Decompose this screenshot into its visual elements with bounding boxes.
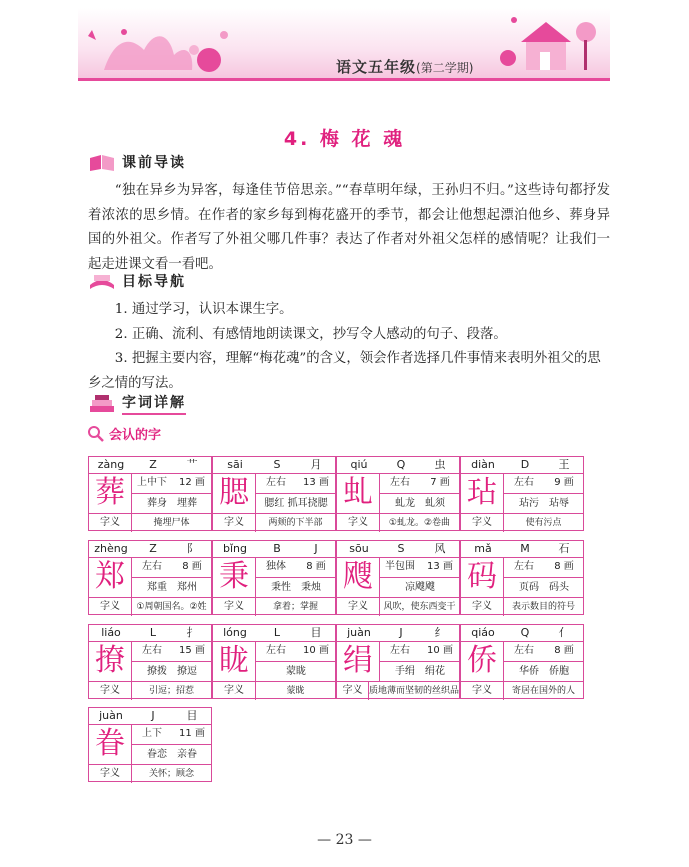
character-card — [88, 456, 212, 531]
structure-row — [504, 557, 584, 578]
meaning-row — [337, 681, 459, 700]
meaning-row — [337, 597, 459, 616]
word-examples: 秉性 秉烛 — [271, 582, 321, 593]
word-examples: 葬身 埋葬 — [147, 498, 197, 509]
character: 葬 — [89, 473, 132, 513]
meaning-row — [461, 681, 583, 700]
structure: 左右 — [266, 645, 286, 656]
words-section-header — [88, 392, 186, 415]
radical: 目 — [310, 626, 322, 639]
preview-section-header — [88, 152, 186, 172]
lesson-title: 4. 梅 花 魂 — [283, 128, 406, 150]
initial-letter: S — [273, 458, 281, 471]
structure-row — [256, 473, 336, 494]
structure-row — [132, 641, 212, 662]
pinyin: lóng — [223, 626, 247, 639]
goal-item: 1. 通过学习，认识本课生字。 — [114, 302, 293, 317]
radical: 亻 — [558, 626, 570, 639]
meaning-value: 使有污点 — [525, 518, 562, 528]
character-card — [460, 456, 584, 531]
goals-label: 目标导航 — [122, 274, 186, 290]
meaning-row — [213, 513, 335, 532]
character: 侨 — [461, 641, 504, 681]
word-examples: 蒙眬 — [286, 666, 306, 677]
word-examples: 撩拨 撩逗 — [147, 666, 197, 677]
word-examples: 眷恋 亲眷 — [147, 749, 197, 760]
structure-row — [132, 473, 212, 494]
character: 郑 — [89, 557, 132, 597]
pinyin: diàn — [471, 458, 495, 471]
character-card — [336, 624, 460, 699]
page-number: — 23 — — [317, 832, 372, 848]
structure: 左右 — [390, 645, 410, 656]
word-examples: 玷污 玷辱 — [519, 498, 569, 509]
character-card — [336, 540, 460, 615]
structure-row — [256, 557, 336, 578]
radical: 目 — [186, 709, 198, 722]
radical: 王 — [558, 458, 570, 471]
character: 眷 — [89, 724, 132, 764]
meaning-value: 两颊的下半部 — [268, 518, 323, 528]
stroke-count: 11 画 — [179, 728, 205, 739]
radical: 风 — [434, 542, 446, 555]
pinyin-row — [89, 457, 211, 474]
meaning-label: 字义 — [89, 598, 132, 616]
meaning-label: 字义 — [337, 598, 380, 616]
structure: 左右 — [142, 645, 162, 656]
header-title: 语文五年级(第二学期) — [336, 58, 474, 76]
character-card — [460, 540, 584, 615]
meaning-row — [213, 597, 335, 616]
meaning-row — [461, 597, 583, 616]
word-examples: 华侨 侨胞 — [519, 666, 569, 677]
character-card — [88, 624, 212, 699]
structure: 上下 — [142, 728, 162, 739]
page-header — [78, 8, 610, 81]
meaning-label: 字义 — [461, 598, 504, 616]
pinyin: juàn — [347, 626, 371, 639]
character: 秉 — [213, 557, 256, 597]
initial-letter: M — [520, 542, 530, 555]
stroke-count: 13 画 — [303, 477, 329, 488]
character: 眬 — [213, 641, 256, 681]
initial-letter: Z — [149, 542, 157, 555]
meaning-row — [337, 513, 459, 532]
pinyin-row — [213, 625, 335, 642]
magnifier-icon — [87, 425, 105, 443]
word-examples: 页码 码头 — [519, 582, 569, 593]
structure-row — [380, 641, 460, 662]
stroke-count: 8 画 — [554, 645, 574, 656]
meaning-label: 字义 — [89, 514, 132, 532]
goals-section-header — [88, 271, 186, 291]
meaning-value: 掩埋尸体 — [153, 518, 190, 528]
word-examples: 郑重 郑州 — [147, 582, 197, 593]
preview-label: 课前导读 — [122, 155, 186, 171]
pinyin-row — [337, 625, 459, 642]
initial-letter: L — [273, 626, 281, 639]
character: 虬 — [337, 473, 380, 513]
structure: 半包围 — [385, 561, 415, 572]
meaning-label: 字义 — [213, 682, 256, 700]
pinyin-row — [461, 541, 583, 558]
character-card — [212, 540, 336, 615]
initial-letter: J — [151, 709, 155, 722]
goal-item: 3. 把握主要内容，理解“梅花魂”的含义，领会作者选择几件事情来表明外祖父的思乡之情的写法。 — [88, 351, 601, 391]
book-icon — [88, 152, 116, 172]
pinyin-row — [461, 625, 583, 642]
radical: 虫 — [434, 458, 446, 471]
initial-letter: L — [149, 626, 157, 639]
meaning-label: 字义 — [337, 514, 380, 532]
word-examples: 凉飕飕 — [405, 582, 435, 593]
structure: 左右 — [390, 477, 410, 488]
radical: 纟 — [434, 626, 446, 639]
initial-letter: Z — [149, 458, 157, 471]
character-card — [460, 624, 584, 699]
pinyin-row — [461, 457, 583, 474]
character-card — [212, 624, 336, 699]
pinyin: liáo — [101, 626, 121, 639]
radical: 扌 — [186, 626, 198, 639]
word-examples: 虬龙 虬须 — [395, 498, 445, 509]
pinyin: sōu — [349, 542, 369, 555]
character-card — [212, 456, 336, 531]
initial-letter: S — [397, 542, 405, 555]
initial-letter: B — [273, 542, 281, 555]
structure-row — [504, 473, 584, 494]
pinyin: qiáo — [471, 626, 495, 639]
meaning-label: 字义 — [337, 682, 369, 700]
meaning-value: 质地薄而坚韧的丝织品 — [368, 686, 459, 696]
meaning-value: 关怀；顾念 — [148, 769, 194, 779]
flower-decoration-icon — [84, 20, 234, 78]
stroke-count: 9 画 — [554, 477, 574, 488]
meaning-row — [89, 681, 211, 700]
radical: 石 — [558, 542, 570, 555]
radical: 阝 — [186, 542, 198, 555]
structure: 独体 — [266, 561, 286, 572]
structure-row — [132, 557, 212, 578]
initial-letter: J — [399, 626, 403, 639]
meaning-value: ①周朝国名。②姓 — [136, 602, 207, 612]
pinyin-row — [89, 625, 211, 642]
character: 绢 — [337, 641, 380, 681]
pinyin: bǐng — [223, 542, 247, 555]
meaning-value: ①虬龙。②卷曲 — [388, 518, 451, 528]
recognize-label: 会认的字 — [109, 428, 162, 443]
pinyin-row — [213, 541, 335, 558]
preview-paragraph: “独在异乡为异客，每逢佳节倍思亲。”“春草明年绿，王孙归不归。”这些诗句都抒发着浓浓的思乡情。在作者的家乡每到梅花盛开的季节，都会让他想起漂泊他乡、葬身异国的外祖父。作者写了外祖父哪几件事？表达了作者对外祖父怎样的感情呢？让我们一起走进课文看一看吧。 — [88, 183, 610, 272]
words-label: 字词详解 — [122, 392, 186, 415]
stroke-count: 8 画 — [306, 561, 326, 572]
radical: 艹 — [186, 458, 198, 471]
word-examples: 腮红 抓耳挠腮 — [264, 498, 328, 509]
meaning-row — [89, 513, 211, 532]
meaning-value: 表示数目的符号 — [511, 602, 575, 612]
pinyin-row — [337, 457, 459, 474]
structure-row — [256, 641, 336, 662]
meaning-row — [461, 513, 583, 532]
pinyin-row — [89, 541, 211, 558]
character-card — [88, 707, 212, 782]
goal-item: 2. 正确、流利、有感情地朗读课文，抄写令人感动的句子、段落。 — [114, 326, 507, 342]
radical: 月 — [310, 458, 322, 471]
pinyin: mǎ — [474, 542, 492, 555]
structure-row — [380, 557, 460, 578]
meaning-label: 字义 — [213, 514, 256, 532]
pinyin-row — [89, 708, 211, 725]
stroke-count: 13 画 — [427, 561, 453, 572]
radical: J — [314, 542, 318, 555]
structure: 左右 — [514, 645, 534, 656]
character-card — [88, 540, 212, 615]
meaning-label: 字义 — [213, 598, 256, 616]
stroke-count: 12 画 — [179, 477, 205, 488]
open-book-icon — [88, 271, 116, 291]
recognize-subheader — [87, 424, 161, 443]
character: 撩 — [89, 641, 132, 681]
meaning-row — [213, 681, 335, 700]
meaning-label: 字义 — [89, 765, 132, 783]
pinyin-row — [337, 541, 459, 558]
structure-row — [504, 641, 584, 662]
house-decoration-icon — [496, 10, 608, 76]
meaning-value: 蒙眬 — [286, 686, 305, 696]
stroke-count: 8 画 — [182, 561, 202, 572]
initial-letter: Q — [396, 458, 406, 471]
meaning-label: 字义 — [461, 514, 504, 532]
character: 腮 — [213, 473, 256, 513]
stroke-count: 8 画 — [554, 561, 574, 572]
character: 码 — [461, 557, 504, 597]
stroke-count: 7 画 — [430, 477, 450, 488]
structure-row — [132, 724, 212, 745]
stroke-count: 10 画 — [303, 645, 329, 656]
structure: 左右 — [142, 561, 162, 572]
structure: 左右 — [514, 477, 534, 488]
structure-row — [380, 473, 460, 494]
meaning-row — [89, 764, 211, 783]
meaning-label: 字义 — [89, 682, 132, 700]
meaning-value: 寄居在国外的人 — [511, 686, 575, 696]
structure: 左右 — [266, 477, 286, 488]
word-examples: 手绢 绢花 — [395, 666, 445, 677]
pinyin: qiú — [350, 458, 368, 471]
goals-list — [88, 298, 610, 396]
pinyin: juàn — [99, 709, 123, 722]
stroke-count: 10 画 — [427, 645, 453, 656]
character-card — [336, 456, 460, 531]
meaning-label: 字义 — [461, 682, 504, 700]
pinyin-row — [213, 457, 335, 474]
meaning-value: 引逗；招惹 — [148, 686, 194, 696]
initial-letter: D — [520, 458, 530, 471]
character: 飕 — [337, 557, 380, 597]
pinyin: zàng — [97, 458, 125, 471]
meaning-row — [89, 597, 211, 616]
stroke-count: 15 画 — [179, 645, 205, 656]
pinyin: sāi — [227, 458, 243, 471]
character: 玷 — [461, 473, 504, 513]
initial-letter: Q — [520, 626, 530, 639]
books-stack-icon — [88, 394, 116, 414]
meaning-value: 风吹，使东西变干 — [383, 602, 456, 612]
structure: 左右 — [514, 561, 534, 572]
pinyin: zhèng — [94, 542, 128, 555]
meaning-value: 拿着；掌握 — [272, 602, 318, 612]
structure: 上中下 — [137, 477, 167, 488]
